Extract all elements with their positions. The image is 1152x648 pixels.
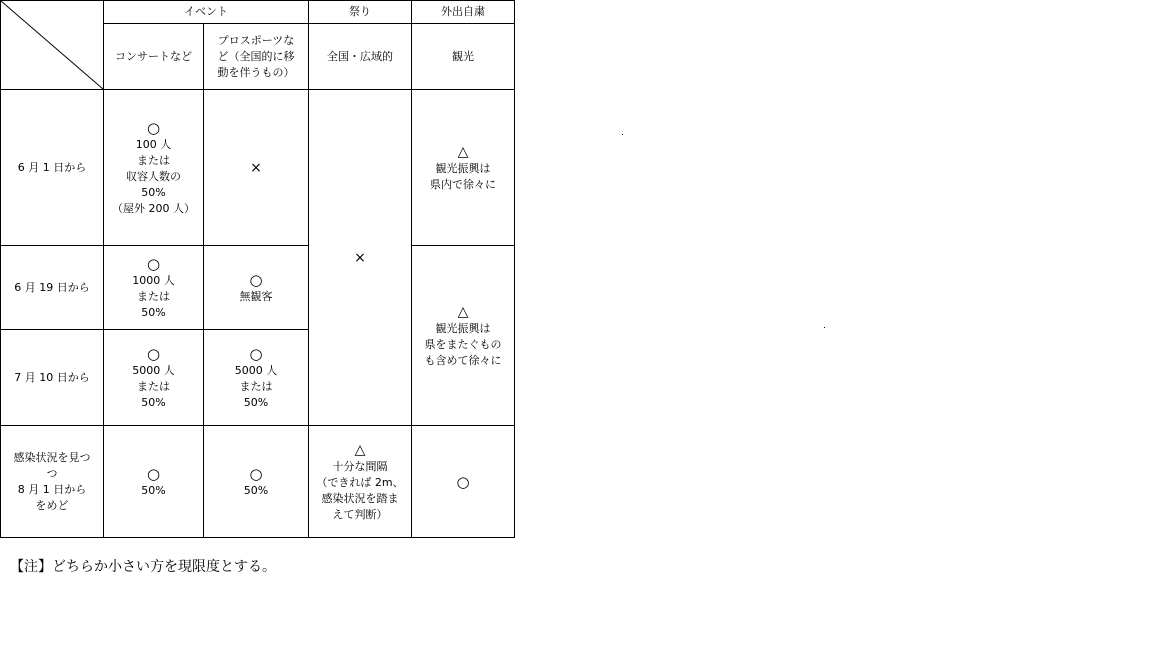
circle-icon: ○: [146, 254, 161, 273]
cell-aug1-prosports: ○ 50%: [204, 426, 309, 538]
cell-jul10-prosports: ○ 5000 人 または 50%: [204, 330, 309, 426]
header-prosports: プロスポーツな ど（全国的に移 動を伴うもの）: [204, 24, 309, 90]
period-jul-10: 7 月 10 日から: [1, 330, 104, 426]
period-jun-19: 6 月 19 日から: [1, 246, 104, 330]
circle-icon: ○: [249, 270, 263, 289]
circle-icon: ○: [456, 472, 470, 491]
cross-icon: ×: [354, 249, 366, 266]
cross-icon: ×: [250, 159, 262, 176]
stray-dot: [824, 327, 825, 328]
cell-aug1-festival: △ 十分な間隔 （できれば 2m、 感染状況を踏ま えて判断）: [309, 426, 412, 538]
cell-aug1-tourism: [412, 426, 515, 538]
triangle-icon: △: [354, 441, 366, 458]
header-concert: コンサートなど: [104, 24, 204, 90]
cell-aug1-concert: ○ 50%: [104, 426, 204, 538]
circle-icon: ○: [249, 344, 263, 363]
header-nationwide: 全国・広域的: [309, 24, 412, 90]
cell-jun1-tourism: △ 観光振興は 県内で徐々に: [412, 90, 515, 246]
cell-jun1-prosports: [204, 90, 309, 246]
footnote: 【注】どちらか小さい方を現限度とする。: [10, 559, 276, 575]
circle-icon: ○: [146, 464, 161, 483]
circle-icon: ○: [146, 118, 161, 137]
triangle-icon: △: [457, 303, 469, 320]
header-event: イベント: [104, 1, 309, 24]
cell-jun1-concert: ○ 100 人 または 収容人数の 50% （屋外 200 人）: [104, 90, 204, 246]
cell-festival-merged: [309, 90, 412, 426]
cell-tourism-merged: △ 観光振興は 県をまたぐもの も含めて徐々に: [412, 246, 515, 426]
circle-icon: ○: [249, 464, 263, 483]
triangle-icon: △: [457, 143, 469, 160]
cell-jun19-prosports: ○ 無観客: [204, 246, 309, 330]
header-tourism: 観光: [412, 24, 515, 90]
period-aug-1: 感染状況を見つ つ 8 月 1 日から をめど: [1, 426, 104, 538]
cell-jul10-concert: ○ 5000 人 または 50%: [104, 330, 204, 426]
period-jun-1: 6 月 1 日から: [1, 90, 104, 246]
circle-icon: ○: [146, 344, 161, 363]
header-festival: 祭り: [309, 1, 412, 24]
cell-jun19-concert: ○ 1000 人 または 50%: [104, 246, 204, 330]
corner-diagonal-cell: [1, 1, 104, 90]
header-outing: 外出自粛: [412, 1, 515, 24]
event-restriction-table: [0, 0, 515, 538]
stray-dot: [622, 134, 623, 135]
